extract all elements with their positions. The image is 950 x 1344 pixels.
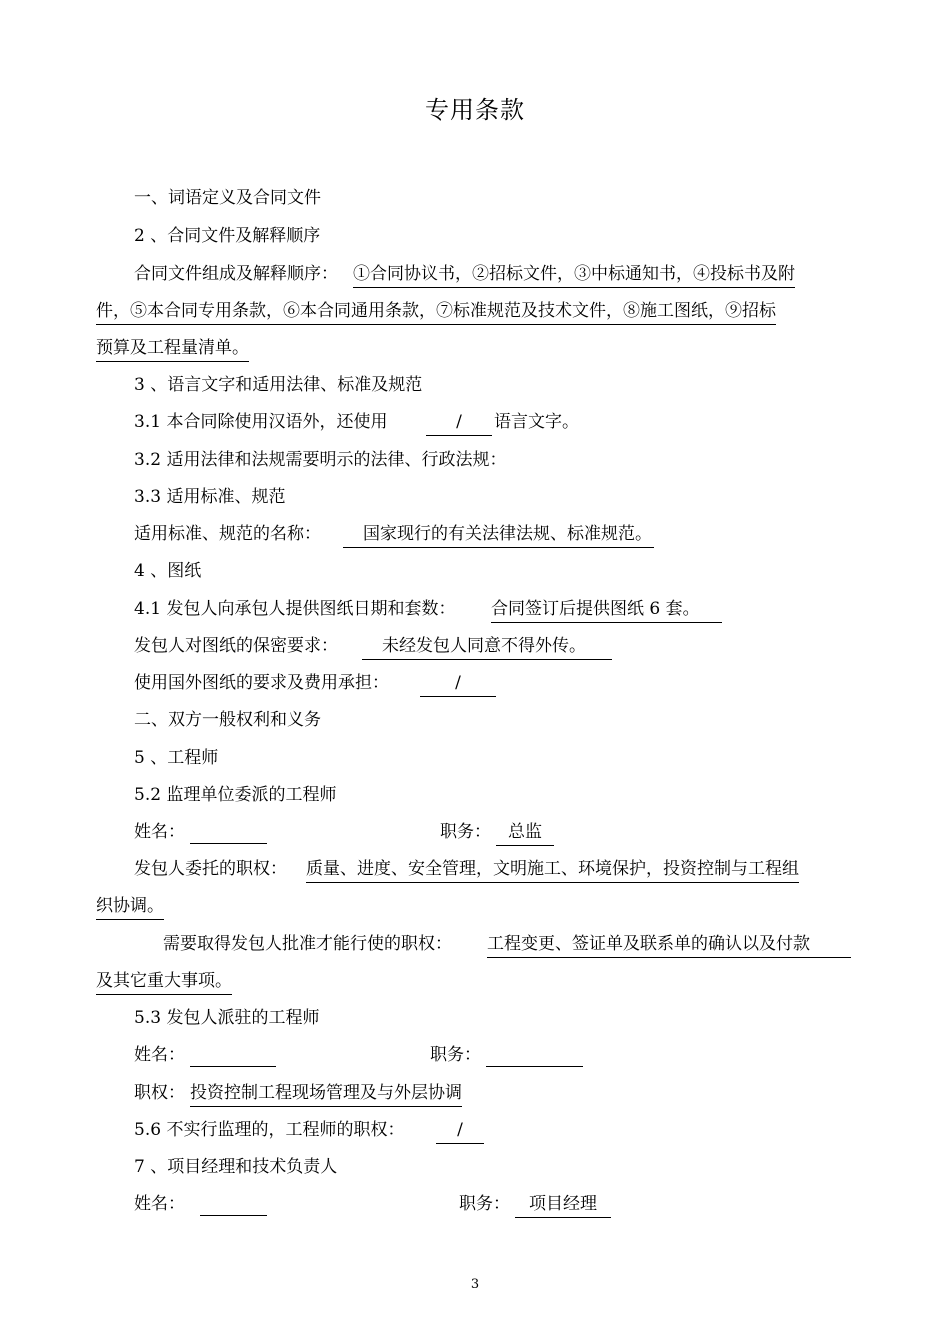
clause-5-6-label: 5.6 不实行监理的，工程师的职权： [134,1120,405,1140]
approval-authority-label: 需要取得发包人批准才能行使的职权： [163,934,452,954]
clause-5-3-duty-label: 职务： [430,1045,481,1065]
clause-5-3-name-blank [190,1066,276,1067]
clause-3-3: 3.3 适用标准、规范 [134,487,286,507]
standards-label: 适用标准、规范的名称： [134,524,321,544]
section-7-heading: 7 、项目经理和技术负责人 [134,1157,338,1177]
clause-5-2-name-label: 姓名： [134,822,185,842]
clause-5-3-authority-value: 投资控制工程现场管理及与外层协调 [190,1081,462,1107]
order-label: 合同文件组成及解释顺序： [134,264,338,284]
clause-4-1-value: 合同签订后提供图纸 6 套。 [491,597,722,623]
clause-3-2: 3.2 适用法律和法规需要明示的法律、行政法规： [134,450,507,470]
clause-4-1-label: 4.1 发包人向承包人提供图纸日期和套数： [134,599,456,619]
approval-authority-line-1: 工程变更、签证单及联系单的确认以及付款 [487,932,851,958]
foreign-drawings-label: 使用国外图纸的要求及费用承担： [134,673,389,693]
order-value-line-1: ①合同协议书，②招标文件，③中标通知书，④投标书及附 [353,262,795,288]
clause-5-2-duty-value: 总监 [496,820,554,846]
section-5-heading: 5 、工程师 [134,748,219,768]
section-4-heading: 4 、图纸 [134,561,202,581]
section-7-duty-value: 项目经理 [515,1192,611,1218]
clause-3-1-suffix: 语言文字。 [494,412,579,432]
clause-5-6-value: / [436,1118,484,1144]
clause-5-2-duty-label: 职务： [440,822,491,842]
delegated-authority-label: 发包人委托的职权： [134,859,287,879]
clause-5-3-heading: 5.3 发包人派驻的工程师 [134,1008,320,1028]
clause-5-2-name-blank [190,843,267,844]
section-2-heading: 2 、合同文件及解释顺序 [134,226,321,246]
section-7-name-label: 姓名： [134,1194,185,1214]
clause-5-3-name-label: 姓名： [134,1045,185,1065]
page-title: 专用条款 [425,96,525,124]
clause-5-3-duty-blank [486,1066,583,1067]
clause-3-1-value: / [426,410,492,436]
approval-authority-line-2: 及其它重大事项。 [96,969,232,995]
order-value-line-2: 件，⑤本合同专用条款，⑥本合同通用条款，⑦标准规范及技术文件，⑧施工图纸，⑨招标 [96,299,776,325]
standards-value: 国家现行的有关法律法规、标准规范。 [343,522,654,548]
clause-3-1-label: 3.1 本合同除使用汉语外，还使用 [134,412,388,432]
page-number: 3 [470,1277,480,1292]
clause-5-3-authority-label: 职权： [134,1083,185,1103]
section-7-duty-label: 职务： [459,1194,510,1214]
part-two-heading: 二、双方一般权利和义务 [134,710,321,730]
section-1-heading: 一、词语定义及合同文件 [134,188,321,208]
delegated-authority-line-1: 质量、进度、安全管理，文明施工、环境保护，投资控制与工程组 [306,857,799,883]
section-7-name-blank [200,1215,267,1216]
order-value-line-3: 预算及工程量清单。 [96,336,249,362]
foreign-drawings-value: / [420,671,496,697]
drawing-secrecy-label: 发包人对图纸的保密要求： [134,636,338,656]
drawing-secrecy-value: 未经发包人同意不得外传。 [362,634,612,660]
section-3-heading: 3 、语言文字和适用法律、标准及规范 [134,375,423,395]
delegated-authority-line-2: 织协调。 [96,894,164,920]
clause-5-2-heading: 5.2 监理单位委派的工程师 [134,785,337,805]
